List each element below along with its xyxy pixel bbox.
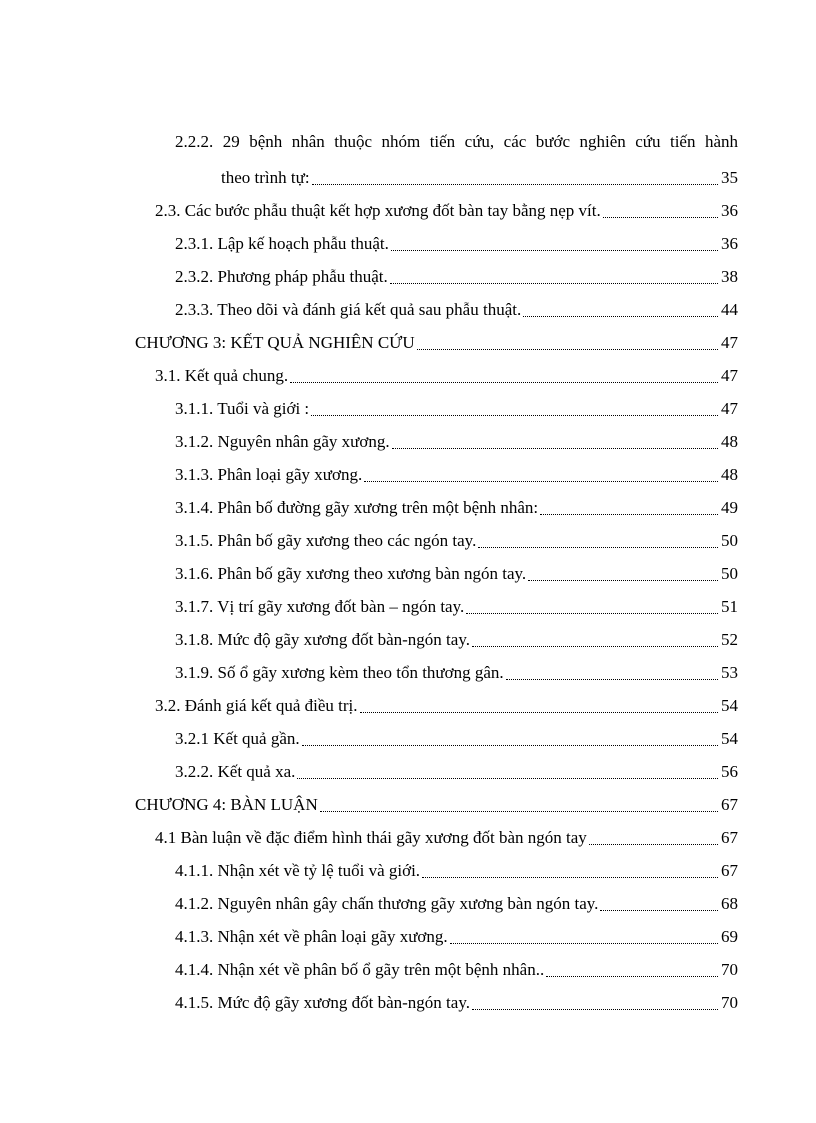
toc-leader xyxy=(478,547,718,548)
toc-leader xyxy=(302,745,718,746)
toc-page-number: 48 xyxy=(721,432,738,451)
toc-entry[interactable] xyxy=(175,595,738,619)
toc-entry[interactable] xyxy=(175,463,738,487)
toc-entry[interactable] xyxy=(155,826,738,850)
toc-entry-title: 3.1.1. Tuổi và giới : xyxy=(175,399,310,418)
toc-entry[interactable] xyxy=(155,199,738,223)
toc-leader xyxy=(523,316,718,317)
toc-entry[interactable] xyxy=(175,430,738,454)
toc-entry[interactable] xyxy=(175,925,738,949)
toc-page-number: 47 xyxy=(721,399,738,418)
toc-page-number: 36 xyxy=(721,234,738,253)
toc-leader xyxy=(589,844,718,845)
toc-page-number: 67 xyxy=(721,861,738,880)
toc-entry-title: 3.2. Đánh giá kết quả điều trị. xyxy=(155,696,358,715)
toc-page-number: 70 xyxy=(721,993,738,1012)
toc-page-number: 49 xyxy=(721,498,738,517)
toc-page-number: 50 xyxy=(721,564,738,583)
toc-entry[interactable] xyxy=(175,760,738,784)
toc-leader xyxy=(290,382,718,383)
toc-entry[interactable] xyxy=(175,991,738,1015)
toc-leader xyxy=(546,976,718,977)
toc-leader xyxy=(417,349,718,350)
toc-entry[interactable] xyxy=(221,166,738,190)
toc-entry-title: theo trình tự: xyxy=(221,168,310,187)
toc-entry-title: 4.1 Bàn luận về đặc điểm hình thái gãy xương đốt bàn ngón tay xyxy=(155,828,587,847)
toc-entry[interactable] xyxy=(175,265,738,289)
toc-entry-title: 4.1.4. Nhận xét về phân bố ổ gãy trên một bệnh nhân.. xyxy=(175,960,545,979)
toc-entry-title: 3.1.5. Phân bố gãy xương theo các ngón tay. xyxy=(175,531,477,550)
toc-entry[interactable] xyxy=(135,793,738,817)
toc-leader xyxy=(528,580,718,581)
toc-page-number: 70 xyxy=(721,960,738,979)
toc-entry[interactable] xyxy=(175,298,738,322)
toc-page-number: 69 xyxy=(721,927,738,946)
toc-entry-title: 2.3.3. Theo dõi và đánh giá kết quả sau phẫu thuật. xyxy=(175,300,522,319)
toc-entry[interactable] xyxy=(175,397,738,421)
toc-leader xyxy=(472,646,718,647)
toc-entry[interactable] xyxy=(175,661,738,685)
toc-leader xyxy=(600,910,718,911)
toc-entry-title: 3.1.8. Mức độ gãy xương đốt bàn-ngón tay. xyxy=(175,630,470,649)
toc-entry-title: 2.3.1. Lập kế hoạch phẫu thuật. xyxy=(175,234,389,253)
toc-page-number: 51 xyxy=(721,597,738,616)
toc-entry-title: 3.1.9. Số ổ gãy xương kèm theo tổn thương gân. xyxy=(175,663,504,682)
toc-entry-title: 3.1.4. Phân bố đường gãy xương trên một bệnh nhân: xyxy=(175,498,539,517)
toc-leader xyxy=(311,415,718,416)
toc-leader xyxy=(506,679,718,680)
toc-entry-title: 4.1.3. Nhận xét về phân loại gãy xương. xyxy=(175,927,448,946)
toc-leader xyxy=(297,778,718,779)
toc-leader xyxy=(466,613,718,614)
toc-leader xyxy=(390,283,718,284)
toc-leader xyxy=(320,811,718,812)
toc-entry-line1: 2.2.2. 29 bệnh nhân thuộc nhóm tiến cứu, các bước nghiên cứu tiến hành xyxy=(175,132,738,151)
toc-page-number: 48 xyxy=(721,465,738,484)
toc-leader xyxy=(450,943,718,944)
toc-entry[interactable] xyxy=(135,331,738,355)
toc-page-number: 67 xyxy=(721,795,738,814)
toc-page-number: 38 xyxy=(721,267,738,286)
toc-leader xyxy=(603,217,718,218)
toc-leader xyxy=(422,877,718,878)
toc-entry-title: 3.1.3. Phân loại gãy xương. xyxy=(175,465,363,484)
toc-leader xyxy=(360,712,718,713)
toc-entry-title: 3.2.2. Kết quả xa. xyxy=(175,762,296,781)
toc-entry-title: 3.2.1 Kết quả gần. xyxy=(175,729,300,748)
toc-entry[interactable] xyxy=(175,892,738,916)
toc-entry[interactable] xyxy=(175,496,738,520)
toc-entry-title: CHƯƠNG 4: BÀN LUẬN xyxy=(135,795,318,814)
toc-entry-title: 4.1.2. Nguyên nhân gây chấn thương gãy xương bàn ngón tay. xyxy=(175,894,599,913)
toc-page-number: 47 xyxy=(721,366,738,385)
toc-leader xyxy=(391,250,718,251)
toc-entry-title: 3.1.2. Nguyên nhân gãy xương. xyxy=(175,432,390,451)
toc-entry-title: 2.3.2. Phương pháp phẫu thuật. xyxy=(175,267,388,286)
toc-entry-title: 2.3. Các bước phẫu thuật kết hợp xương đốt bàn tay bằng nẹp vít. xyxy=(155,201,601,220)
toc-entry-title: 4.1.5. Mức độ gãy xương đốt bàn-ngón tay. xyxy=(175,993,470,1012)
toc-entry-title: 3.1. Kết quả chung. xyxy=(155,366,289,385)
toc-leader xyxy=(392,448,718,449)
toc-page-number: 67 xyxy=(721,828,738,847)
toc-entry-title: 3.1.6. Phân bố gãy xương theo xương bàn ngón tay. xyxy=(175,564,527,583)
toc-entry-title: 3.1.7. Vị trí gãy xương đốt bàn – ngón tay. xyxy=(175,597,465,616)
toc-leader xyxy=(540,514,718,515)
toc-leader xyxy=(472,1009,718,1010)
toc-entry[interactable] xyxy=(175,529,738,553)
toc-page-number: 52 xyxy=(721,630,738,649)
toc-leader xyxy=(312,184,718,185)
toc-page-number: 47 xyxy=(721,333,738,352)
toc-entry[interactable] xyxy=(175,628,738,652)
toc-page-number: 54 xyxy=(721,729,738,748)
toc-page-number: 50 xyxy=(721,531,738,550)
toc-page-number: 68 xyxy=(721,894,738,913)
toc-entry[interactable] xyxy=(175,727,738,751)
toc-entry[interactable] xyxy=(175,958,738,982)
toc-page-number: 36 xyxy=(721,201,738,220)
toc-page-number: 53 xyxy=(721,663,738,682)
toc-page-number: 54 xyxy=(721,696,738,715)
toc-entry[interactable] xyxy=(155,694,738,718)
toc-page-number: 44 xyxy=(721,300,738,319)
toc-page-number: 56 xyxy=(721,762,738,781)
toc-entry[interactable] xyxy=(175,232,738,256)
toc-entry[interactable] xyxy=(175,562,738,586)
toc-entry[interactable] xyxy=(155,364,738,388)
toc-entry[interactable] xyxy=(175,859,738,883)
toc-page-number: 35 xyxy=(721,168,738,187)
toc-leader xyxy=(364,481,718,482)
toc-entry-title: 4.1.1. Nhận xét về tỷ lệ tuổi và giới. xyxy=(175,861,421,880)
toc-entry-title: CHƯƠNG 3: KẾT QUẢ NGHIÊN CỨU xyxy=(135,333,415,352)
